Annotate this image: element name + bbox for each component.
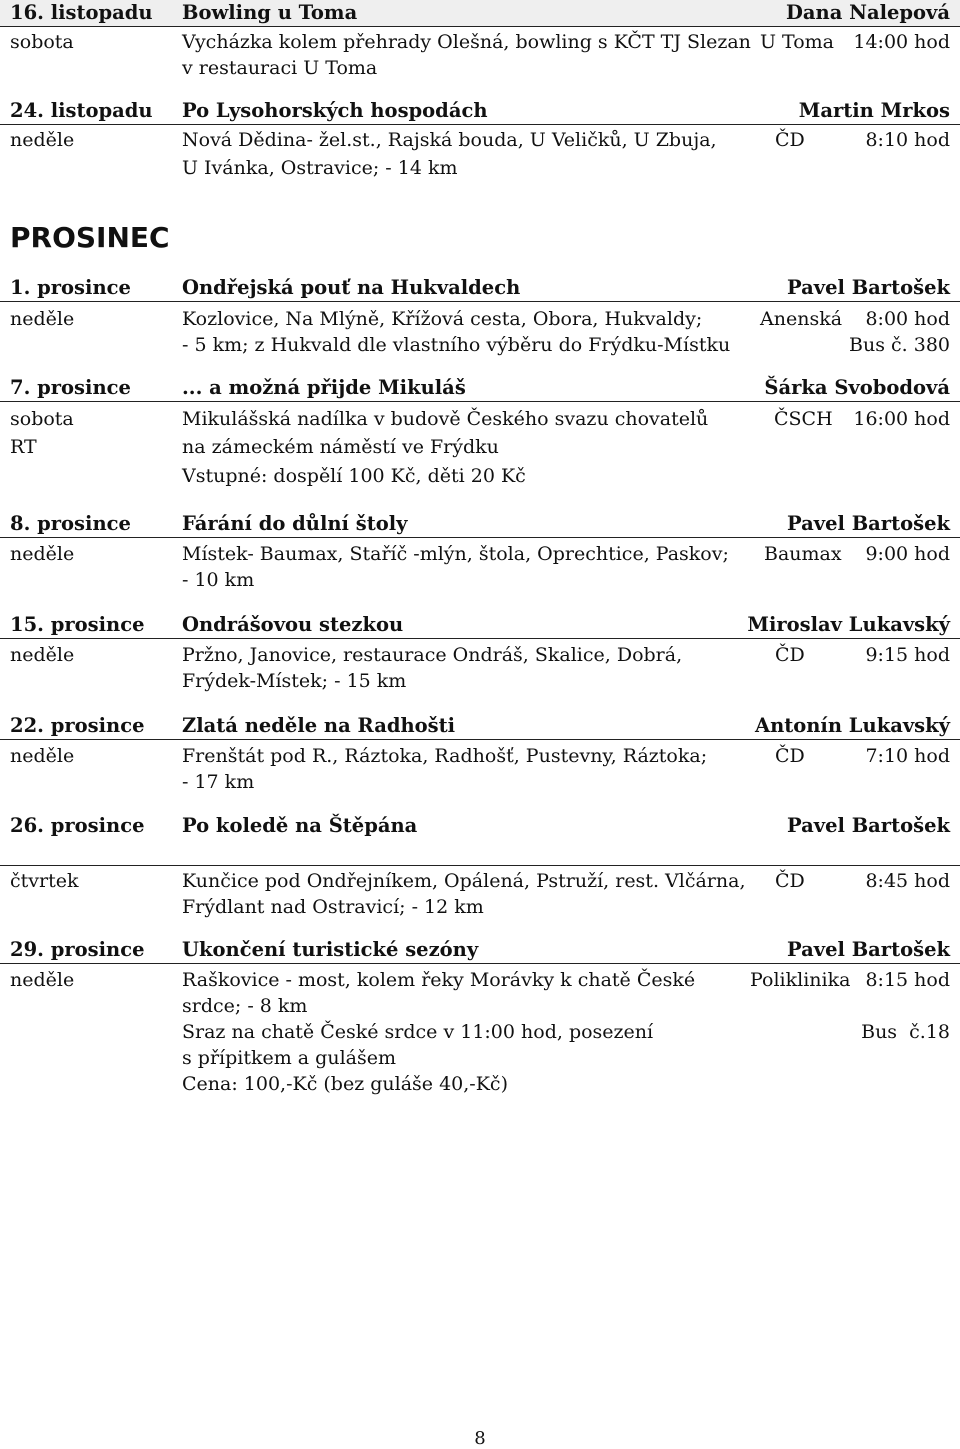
event-date: 24. listopadu — [10, 99, 153, 122]
event-time: 9:15 hod — [865, 644, 950, 666]
event-description-line: Frýdek-Místek; - 15 km — [182, 670, 407, 692]
event-entry — [0, 813, 960, 918]
event-description-line: na zámeckém náměstí ve Frýdku — [182, 436, 499, 458]
event-description-line: s přípitkem a gulášem — [182, 1047, 396, 1069]
event-time: 8:00 hod — [865, 308, 950, 330]
event-title: Ondřejská pouť na Hukvaldech — [182, 276, 521, 299]
event-meeting-point: ČD — [775, 745, 805, 767]
event-time: 9:00 hod — [865, 543, 950, 565]
event-title: ... a možná přijde Mikuláš — [182, 376, 466, 399]
event-description-line: Frýdlant nad Ostravicí; - 12 km — [182, 896, 484, 918]
event-header — [0, 813, 960, 866]
event-description-line: - 10 km — [182, 569, 255, 591]
event-header — [0, 0, 960, 27]
event-description-line: U Ivánka, Ostravice; - 14 km — [182, 157, 458, 179]
event-meeting-point: ČD — [775, 129, 805, 151]
event-meeting-point: ČD — [775, 644, 805, 666]
event-day: sobota — [10, 31, 74, 53]
event-meeting-point: Anenská — [760, 308, 843, 330]
event-time: 8:10 hod — [865, 129, 950, 151]
event-title: Fárání do důlní štoly — [182, 512, 408, 535]
event-entry — [0, 612, 960, 692]
event-description-line: - 5 km; z Hukvald dle vlastního výběru do Frýdku-Místku — [182, 334, 731, 356]
event-description-line: Místek- Baumax, Staříč -mlýn, štola, Oprechtice, Paskov; — [182, 543, 729, 565]
event-header — [0, 275, 960, 302]
event-entry — [0, 0, 960, 79]
event-leader: Dana Nalepová — [785, 1, 950, 24]
event-day: neděle — [10, 969, 75, 991]
event-meeting-point: ČD — [775, 870, 805, 892]
event-header — [0, 98, 960, 125]
event-description-line: srdce; - 8 km — [182, 995, 308, 1017]
event-day: neděle — [10, 543, 75, 565]
event-bus-info: Bus č. 380 — [849, 334, 950, 356]
event-title: Po koledě na Štěpána — [182, 814, 418, 837]
event-leader: Pavel Bartošek — [786, 938, 950, 961]
event-description-line: - 17 km — [182, 771, 255, 793]
event-entry — [0, 937, 960, 1095]
event-date: 16. listopadu — [10, 1, 153, 24]
event-bus-info: Bus č.18 — [861, 1021, 950, 1043]
event-header — [0, 937, 960, 964]
event-day: neděle — [10, 644, 75, 666]
event-day: neděle — [10, 308, 75, 330]
event-title: Ondrášovou stezkou — [182, 613, 404, 636]
event-date: 29. prosince — [10, 938, 145, 961]
event-description-line: Cena: 100,-Kč (bez guláše 40,-Kč) — [182, 1073, 508, 1095]
event-date: 1. prosince — [10, 276, 131, 299]
event-time: 14:00 hod — [853, 31, 950, 53]
event-leader: Šárka Svobodová — [764, 376, 950, 399]
event-meeting-point: U Toma — [759, 31, 834, 53]
event-entry — [0, 713, 960, 793]
event-description-line: Frenštát pod R., Ráztoka, Radhošť, Pustevny, Ráztoka; — [182, 745, 708, 767]
event-description-line: Mikulášská nadílka v budově Českého svazu chovatelů — [182, 408, 709, 430]
event-description-line: Kozlovice, Na Mlýně, Křížová cesta, Obora, Hukvaldy; — [182, 308, 703, 330]
event-title: Zlatá neděle na Radhošti — [182, 714, 456, 737]
event-meeting-point: Baumax — [764, 543, 842, 565]
event-leader: Pavel Bartošek — [786, 276, 950, 299]
event-description-line: Sraz na chatě České srdce v 11:00 hod, posezení — [182, 1021, 654, 1043]
event-leader: Pavel Bartošek — [786, 814, 950, 837]
event-day-note: RT — [10, 436, 37, 458]
event-description-line: Pržno, Janovice, restaurace Ondráš, Skalice, Dobrá, — [182, 644, 683, 666]
event-meeting-point: Poliklinika — [750, 969, 851, 991]
event-description-line: Raškovice - most, kolem řeky Morávky k chatě České — [182, 969, 696, 991]
event-time: 7:10 hod — [865, 745, 950, 767]
event-leader: Martin Mrkos — [798, 99, 950, 122]
event-day: neděle — [10, 129, 75, 151]
event-description-line: v restauraci U Toma — [182, 57, 378, 79]
event-time: 8:45 hod — [865, 870, 950, 892]
event-date: 15. prosince — [10, 613, 145, 636]
event-description-line: Vycházka kolem přehrady Olešná, bowling s KČT TJ Slezan — [182, 31, 751, 53]
event-description-line: Vstupné: dospělí 100 Kč, děti 20 Kč — [182, 465, 526, 487]
event-entry — [0, 98, 960, 179]
event-title: Ukončení turistické sezóny — [182, 938, 479, 961]
event-description-line: Nová Dědina- žel.st., Rajská bouda, U Veličků, U Zbuja, — [182, 129, 717, 151]
event-date: 8. prosince — [10, 512, 131, 535]
event-day: sobota — [10, 408, 74, 430]
event-header — [0, 511, 960, 538]
event-leader: Miroslav Lukavský — [747, 613, 950, 636]
event-date: 22. prosince — [10, 714, 145, 737]
page-number: 8 — [474, 1428, 486, 1449]
event-leader: Antonín Lukavský — [754, 714, 950, 737]
event-entry — [0, 275, 960, 356]
event-header — [0, 375, 960, 402]
event-leader: Pavel Bartošek — [786, 512, 950, 535]
event-title: Bowling u Toma — [182, 1, 358, 24]
event-header — [0, 713, 960, 740]
event-description-line: Kunčice pod Ondřejníkem, Opálená, Pstruží, rest. Vlčárna, — [182, 870, 746, 892]
event-header — [0, 612, 960, 639]
event-day: čtvrtek — [10, 870, 79, 892]
event-meeting-point: ČSCH — [774, 408, 833, 430]
event-date: 26. prosince — [10, 814, 145, 837]
event-date: 7. prosince — [10, 376, 131, 399]
section-title: PROSINEC — [10, 221, 170, 254]
event-entry — [0, 375, 960, 487]
event-time: 16:00 hod — [853, 408, 950, 430]
event-time: 8:15 hod — [865, 969, 950, 991]
event-day: neděle — [10, 745, 75, 767]
event-entry — [0, 511, 960, 591]
event-title: Po Lysohorských hospodách — [182, 99, 488, 122]
